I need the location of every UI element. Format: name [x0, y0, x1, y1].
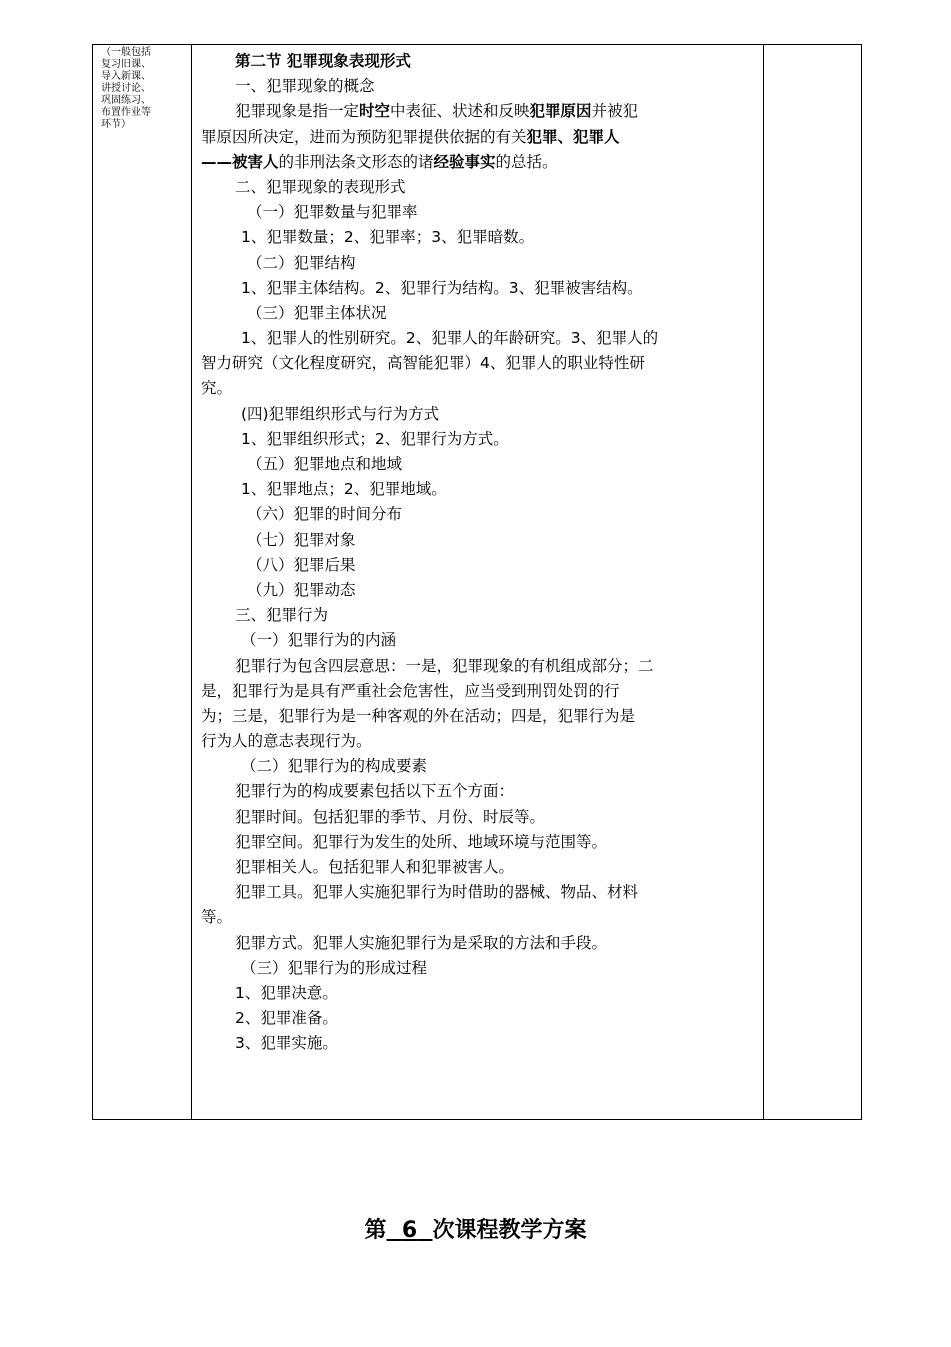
subheading: （一）犯罪行为的内涵: [241, 631, 397, 650]
paragraph-line: 犯罪行为的构成要素包括以下五个方面：: [235, 782, 515, 801]
paragraph-line: 犯罪方式。犯罪人实施犯罪行为是采取的方法和手段。: [235, 933, 608, 952]
column-divider: [191, 45, 192, 1119]
paragraph-line: 1、犯罪数量；2、犯罪率；3、犯罪暗数。: [241, 228, 535, 247]
teaching-steps-note: （一般包括 复习旧课、 导入新课、 讲授讨论、 巩固练习、 布置作业等 环节）: [101, 47, 151, 130]
definition-line-2: 罪原因所决定，进而为预防犯罪提供依据的有关犯罪、犯罪人: [201, 127, 620, 146]
paragraph-line: 1、犯罪人的性别研究。2、犯罪人的年龄研究。3、犯罪人的: [241, 329, 659, 348]
column-divider: [763, 45, 764, 1119]
subheading: （七）犯罪对象: [247, 530, 356, 549]
definition-line-1: 犯罪现象是指一定时空中表征、状述和反映犯罪原因并被犯: [235, 102, 639, 121]
heading-concept: 一、犯罪现象的概念: [235, 77, 375, 96]
lesson-content: [201, 49, 757, 1057]
subheading: （九）犯罪动态: [247, 580, 356, 599]
definition-line-3: ——被害人的非刑法条文形态的诸经验事实的总括。: [201, 152, 558, 171]
lesson-plan-table: [92, 44, 862, 1120]
paragraph-line: 1、犯罪组织形式；2、犯罪行为方式。: [241, 429, 509, 448]
list-item: 3、犯罪实施。: [235, 1034, 338, 1053]
list-item: 1、犯罪决意。: [235, 983, 338, 1002]
list-item: 2、犯罪准备。: [235, 1009, 338, 1028]
paragraph-line: 等。: [201, 908, 233, 927]
paragraph-line: 犯罪工具。犯罪人实施犯罪行为时借助的器械、物品、材料: [235, 883, 639, 902]
subheading: （二）犯罪结构: [247, 253, 356, 272]
paragraph-line: 犯罪空间。犯罪行为发生的处所、地域环境与范围等。: [235, 832, 608, 851]
subheading: (四)犯罪组织形式与行为方式: [241, 404, 440, 423]
paragraph-line: 为；三是，犯罪行为是一种客观的外在活动；四是，犯罪行为是: [201, 706, 636, 725]
paragraph-line: 犯罪行为包含四层意思：一是，犯罪现象的有机组成部分；二: [235, 656, 654, 675]
subheading: （八）犯罪后果: [247, 555, 356, 574]
paragraph-line: 1、犯罪主体结构。2、犯罪行为结构。3、犯罪被害结构。: [241, 278, 643, 297]
subheading: （三）犯罪主体状况: [247, 303, 387, 322]
subheading: （一）犯罪数量与犯罪率: [247, 203, 418, 222]
paragraph-line: 行为人的意志表现行为。: [201, 732, 372, 751]
paragraph-line: 1、犯罪地点；2、犯罪地域。: [241, 480, 447, 499]
subheading: （二）犯罪行为的构成要素: [241, 757, 428, 776]
section-title: 第二节 犯罪现象表现形式: [235, 52, 411, 70]
paragraph-line: 究。: [201, 379, 233, 398]
subheading: （五）犯罪地点和地域: [247, 455, 403, 473]
paragraph-line: 犯罪相关人。包括犯罪人和犯罪被害人。: [235, 858, 515, 876]
paragraph-line: 犯罪时间。包括犯罪的季节、月份、时辰等。: [235, 807, 546, 826]
subheading: （六）犯罪的时间分布: [247, 505, 403, 524]
heading-crime-behavior: 三、犯罪行为: [235, 606, 329, 625]
heading-forms: 二、犯罪现象的表现形式: [235, 177, 406, 196]
subheading: （三）犯罪行为的形成过程: [241, 958, 428, 977]
paragraph-line: 是，犯罪行为是具有严重社会危害性，应当受到刑罚处罚的行: [201, 681, 620, 700]
next-lesson-title: 第 6 次课程教学方案: [364, 1218, 587, 1243]
paragraph-line: 智力研究（文化程度研究，高智能犯罪）4、犯罪人的职业特性研: [201, 354, 645, 373]
